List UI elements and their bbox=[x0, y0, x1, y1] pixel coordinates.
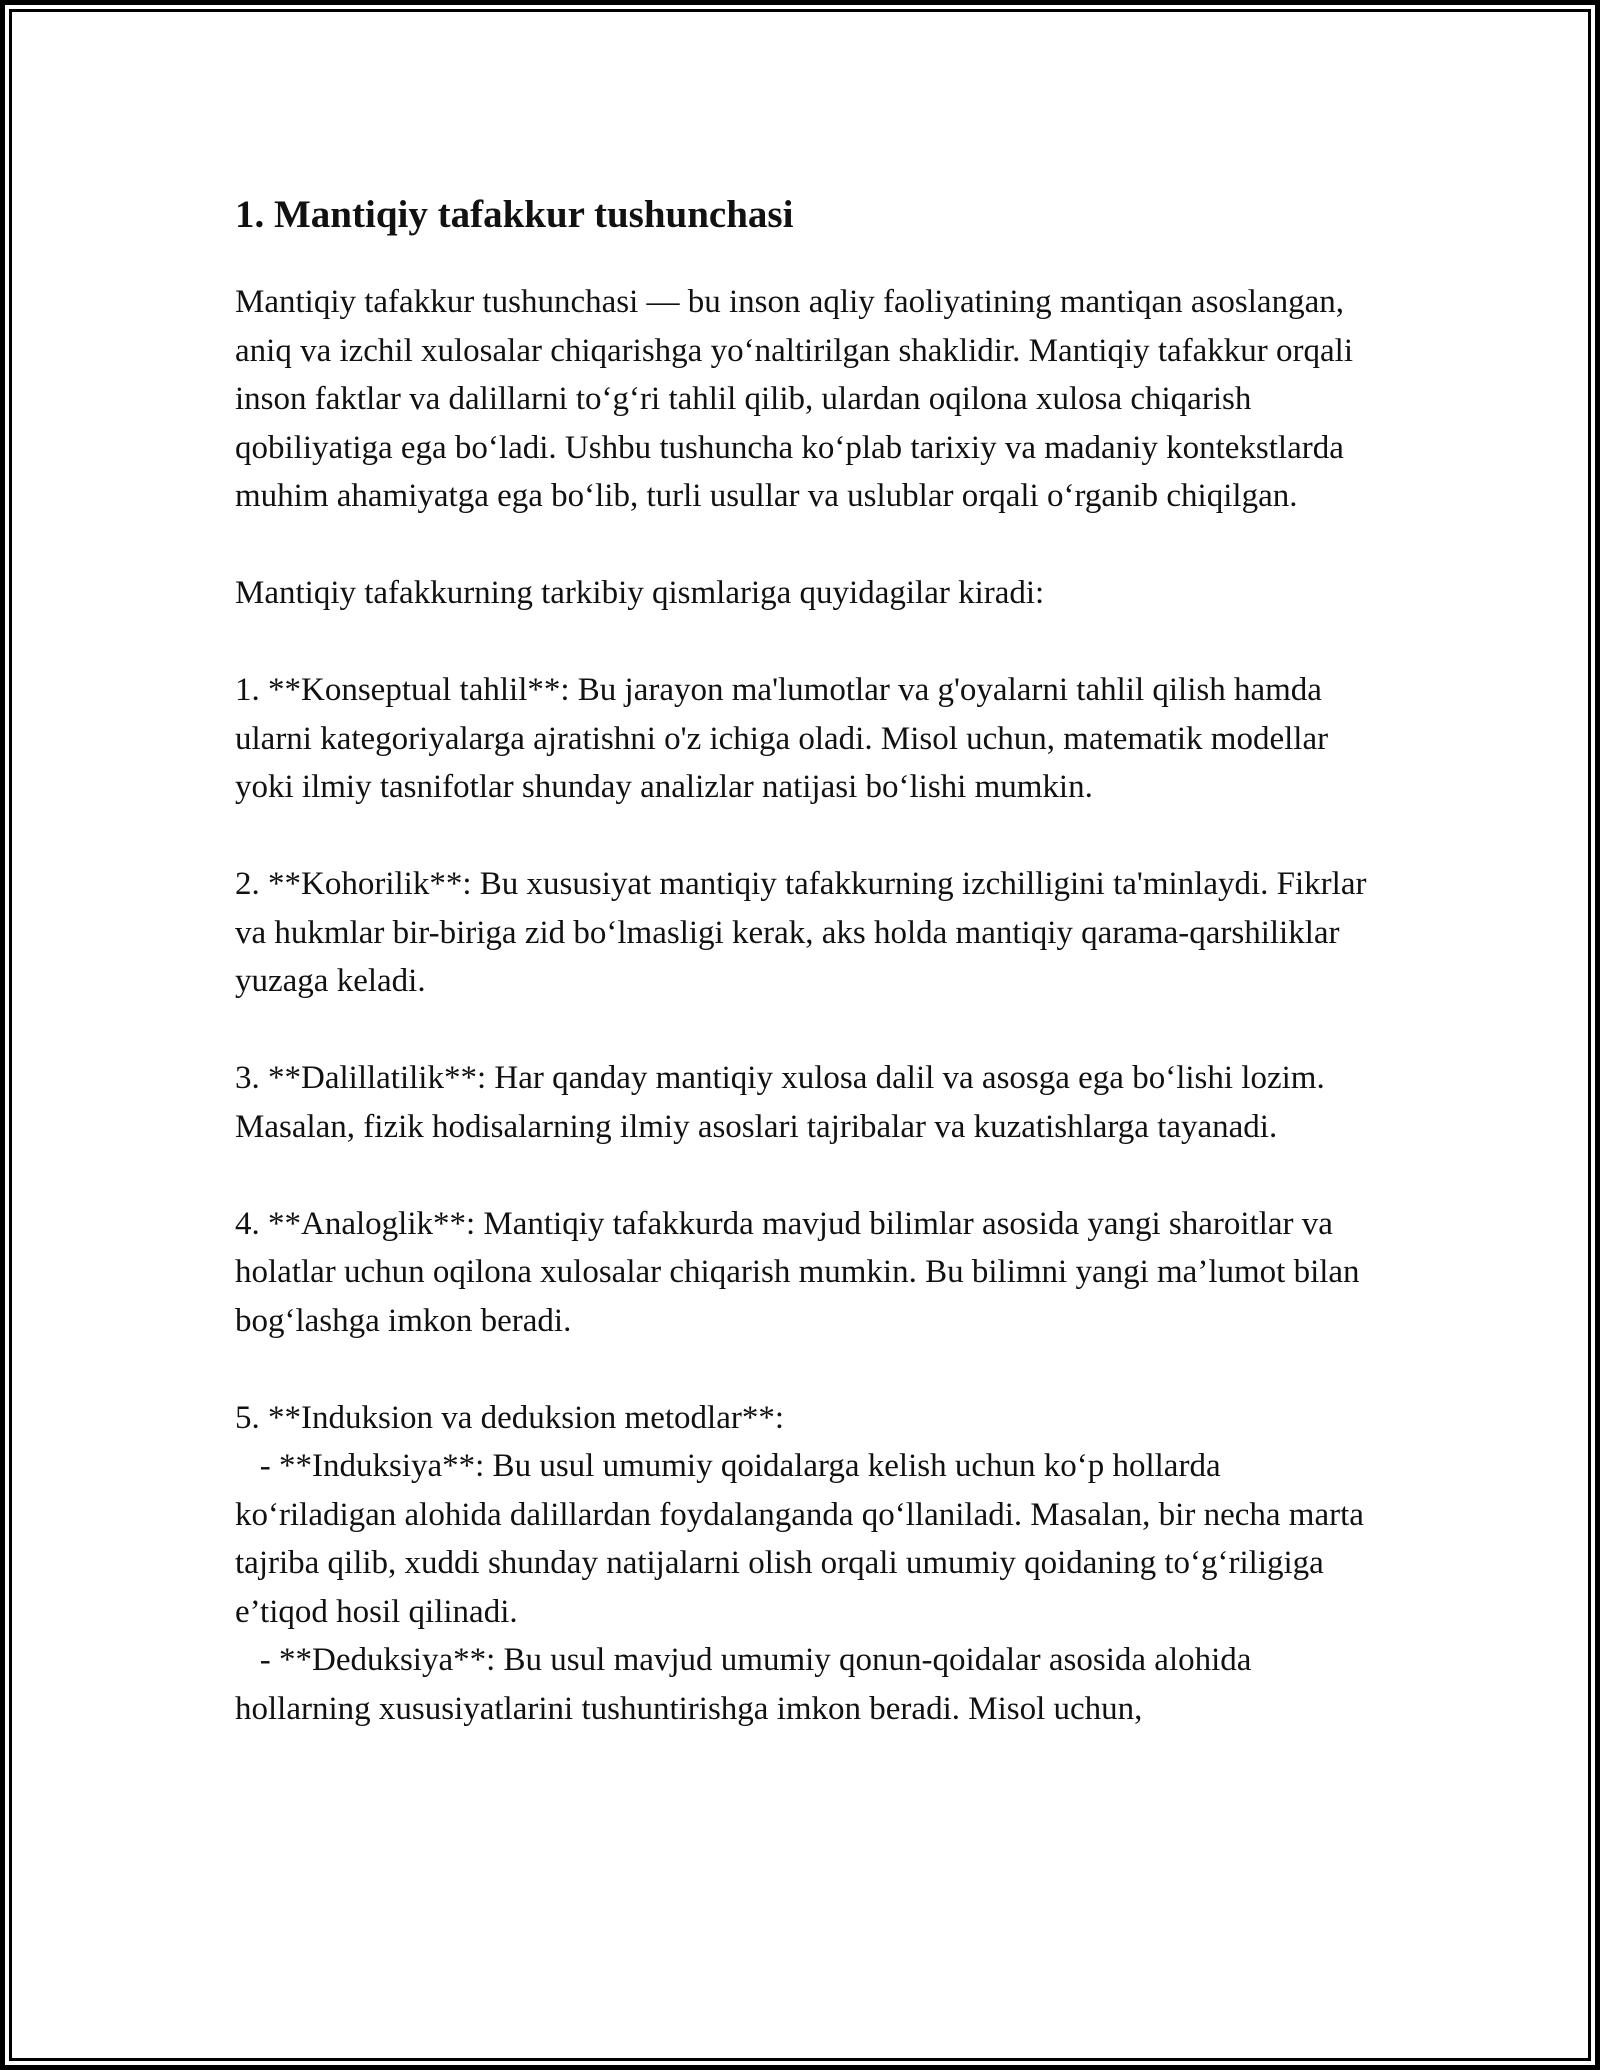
list-item-conceptual-analysis: 1. **Konseptual tahlil**: Bu jarayon ma'lumotlar va g'oyalarni tahlil qilish hamda ularni kategoriyalarga ajratishni o'z ichiga oladi. Misol uchun, matematik modellar yoki ilmiy tasnifotlar shunday analizlar natijasi bo‘lishi mumkin. bbox=[235, 672, 1337, 805]
paragraph-spacer bbox=[235, 1006, 1375, 1055]
paragraph-spacer bbox=[235, 521, 1375, 570]
paragraph-spacer bbox=[235, 812, 1375, 861]
list-item-induction-deduction: 5. **Induksion va deduksion metodlar**: - **Induksiya**: Bu usul umumiy qoidalarga kelish uchun ko‘p hollarda ko‘riladigan alohida dalillardan foydalanganda qo‘llaniladi. Masalan, bir necha marta tajriba qilib, xuddi shunday natijalarni olish orqali umumiy qoidaning to‘g‘riligiga e’tiqod hosil qilinadi. - **Deduksiya**: Bu usul mavjud umumiy qonun-qoidalar asosida alohida hollarning xususiyatlarini tushuntirishga imkon beradi. Misol uchun, bbox=[235, 1399, 1364, 1727]
document-body bbox=[235, 190, 1375, 1733]
paragraph-spacer bbox=[235, 618, 1375, 667]
list-item-coherence: 2. **Kohorilik**: Bu xususiyat mantiqiy tafakkurning izchilligini ta'minlaydi. Fikrlar va hukmlar bir-biriga zid bo‘lmasligi kerak, aks holda mantiqiy qarama-qarshiliklar yuzaga keladi. bbox=[235, 866, 1375, 999]
components-lead-paragraph: Mantiqiy tafakkurning tarkibiy qismlariga quyidagilar kiradi: bbox=[235, 575, 1045, 611]
paragraph-spacer bbox=[235, 1151, 1375, 1200]
paragraph-spacer bbox=[235, 1345, 1375, 1394]
intro-paragraph: Mantiqiy tafakkur tushunchasi — bu inson aqliy faoliyatining mantiqan asoslangan, aniq va izchil xulosalar chiqarishga yo‘naltirilgan shaklidir. Mantiqiy tafakkur orqali inson faktlar va dalillarni to‘g‘ri tahlil qilib, ulardan oqilona xulosa chiqarish qobiliyatiga ega bo‘ladi. Ushbu tushuncha ko‘plab tarixiy va madaniy kontekstlarda muhim ahamiyatga ega bo‘lib, turli usullar va uslublar orqali o‘rganib chiqilgan. bbox=[235, 284, 1362, 514]
section-heading: 1. Mantiqiy tafakkur tushunchasi bbox=[235, 193, 794, 236]
list-item-analogy: 4. **Analoglik**: Mantiqiy tafakkurda mavjud bilimlar asosida yangi sharoitlar va holatlar uchun oqilona xulosalar chiqarish mumkin. Bu bilimni yangi ma’lumot bilan bog‘lashga imkon beradi. bbox=[235, 1205, 1368, 1339]
list-item-evidence: 3. **Dalillatilik**: Har qanday mantiqiy xulosa dalil va asosga ega bo‘lishi lozim. Masalan, fizik hodisalarning ilmiy asoslari tajribalar va kuzatishlarga tayanadi. bbox=[235, 1060, 1333, 1145]
